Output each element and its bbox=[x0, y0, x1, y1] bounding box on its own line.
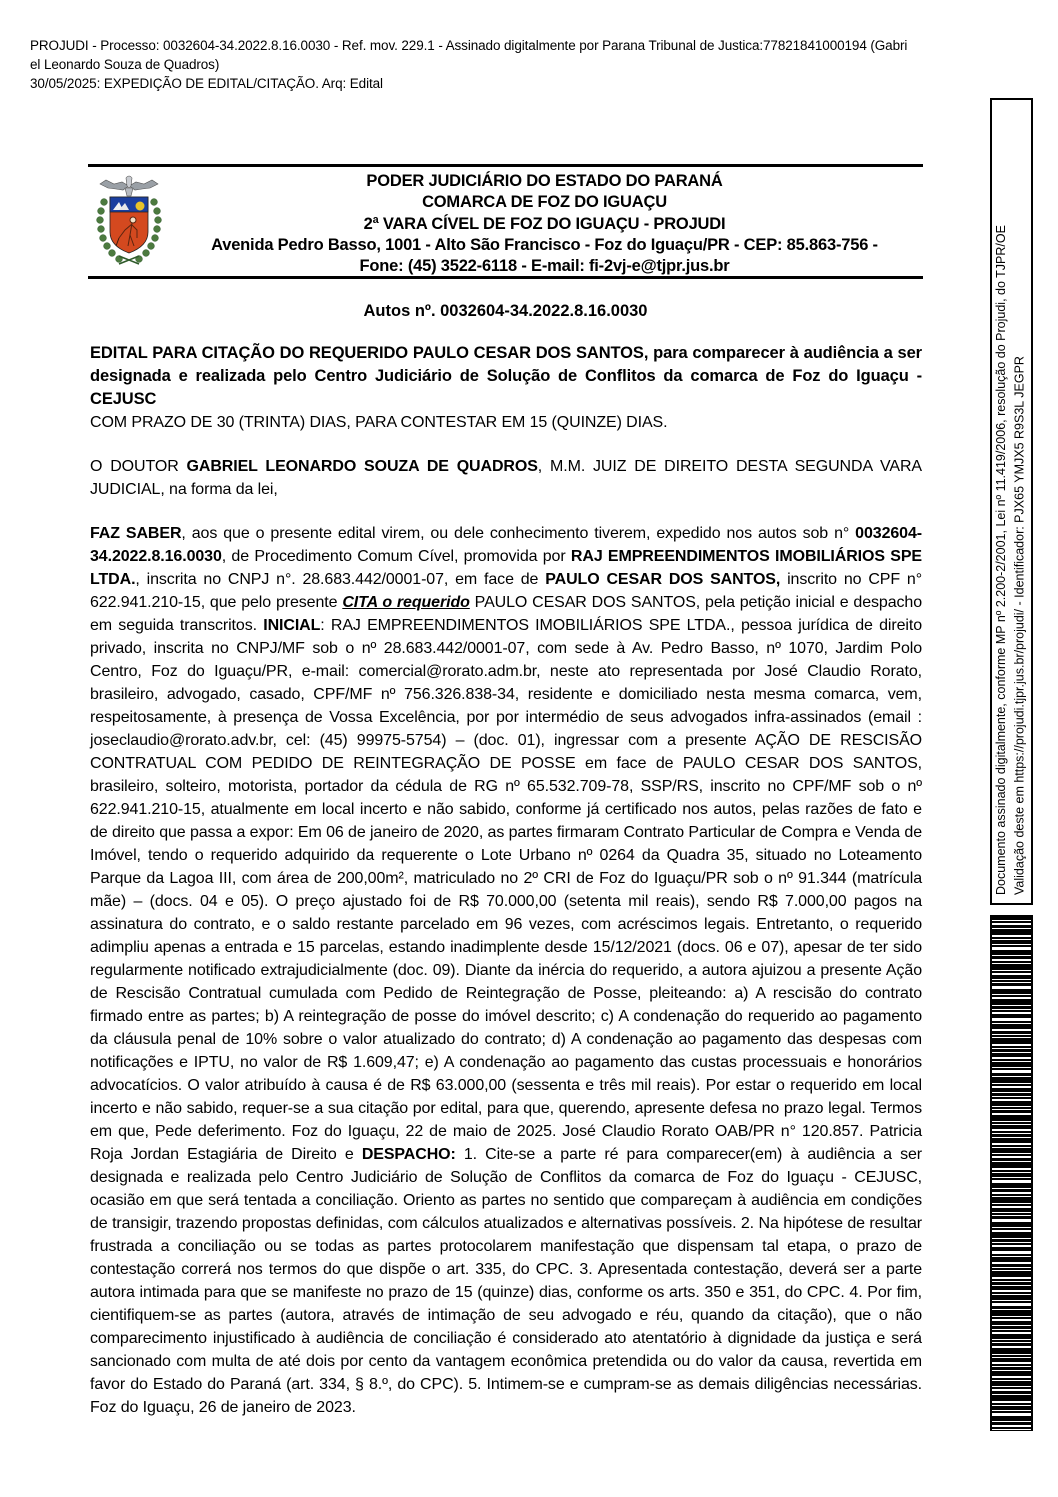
parana-coat-of-arms-icon bbox=[92, 172, 166, 269]
process-metadata bbox=[30, 36, 1035, 93]
digital-signature-stamp-text bbox=[992, 100, 1031, 903]
process-metadata-line: 30/05/2025: EXPEDIÇÃO DE EDITAL/CITAÇÃO. Arq: Edital bbox=[30, 76, 383, 91]
edital-title-block bbox=[90, 342, 922, 434]
signature-stamp-line: Documento assinado digitalmente, conforme MP nº 2.200-2/2001, Lei nº 11.419/2006, resolução do Projudi, do TJPR/OE bbox=[994, 225, 1008, 895]
barcode bbox=[990, 915, 1033, 1431]
process-metadata-line: el Leonardo Souza de Quadros) bbox=[30, 57, 220, 72]
letterhead bbox=[166, 171, 923, 277]
letterhead-divider-top bbox=[88, 164, 923, 167]
case-number: Autos nº. 0032604-34.2022.8.16.0030 bbox=[363, 302, 648, 320]
signature-stamp-line: Validação deste em https://projudi.tjpr.jus.br/projudi/ - Identificador: PJX65 YMJX5 R9S3L JEGPR bbox=[1012, 356, 1027, 895]
letterhead-court-line: Avenida Pedro Basso, 1001 - Alto São Francisco - Foz do Iguaçu/PR - CEP: 85.863-756 - bbox=[211, 235, 878, 254]
edital-title: EDITAL PARA CITAÇÃO DO REQUERIDO PAULO CESAR DOS SANTOS, para comparecer à audiência a ser designada e realizada pelo Centro Judiciário de Solução de Conflitos da comarca de Foz do Iguaçu - CEJUSC bbox=[90, 344, 922, 408]
letterhead-court-line: COMARCA DE FOZ DO IGUAÇU bbox=[422, 193, 667, 212]
letterhead-court-line: 2ª VARA CÍVEL DE FOZ DO IGUAÇU - PROJUDI bbox=[363, 214, 726, 233]
letterhead-court-line: PODER JUDICIÁRIO DO ESTADO DO PARANÁ bbox=[366, 172, 723, 190]
judge-paragraph: O DOUTOR GABRIEL LEONARDO SOUZA DE QUADROS, M.M. JUIZ DE DIREITO DESTA SEGUNDA VARA JUDICIAL, na forma da lei, bbox=[90, 458, 922, 498]
process-metadata-line: PROJUDI - Processo: 0032604-34.2022.8.16.0030 - Ref. mov. 229.1 - Assinado digitalmente por Parana Tribunal de Justica:77821841000194 (Gabri bbox=[30, 38, 908, 53]
edict-body-paragraph: FAZ SABER, aos que o presente edital virem, ou dele conhecimento tiverem, expedido nos autos sob n° 0032604-34.2022.8.16.0030, de Procedimento Comum Cível, promovida por RAJ EMPREENDIMENTOS IMOBILIÁRIOS SPE LTDA., inscrita no CNPJ n°. 28.683.442/0001-07, em face de PAULO CESAR DOS SANTOS, inscrito no CPF n° 622.941.210-15, que pelo presente CITA o requerido PAULO CESAR DOS SANTOS, pela petição inicial e despacho em seguida transcritos. INICIAL: RAJ EMPREENDIMENTOS IMOBILIÁRIOS SPE LTDA., pessoa jurídica de direito privado, inscrita no CNPJ/MF sob o nº 28.683.442/0001-07, com sede à Av. Pedro Basso, nº 1070, Jardim Polo Centro, Foz do Iguaçu/PR, e-mail: comercial@rorato.adm.br, neste ato representada por José Claudio Rorato, brasileiro, advogado, casado, CPF/MF nº 756.326.838-34, residente e domiciliado nesta mesma comarca, vem, respeitosamente, à presença de Vossa Excelência, por por intermédio de seus advogados infra-assinados (email : joseclaudio@rorato.adv.br, cel: (45) 99975-5754) – (doc. 01), ingressar com a presente AÇÃO DE RESCISÃO CONTRATUAL COM PEDIDO DE REINTEGRAÇÃO DE POSSE em face de PAULO CESAR DOS SANTOS, brasileiro, solteiro, motorista, portador da cédula de RG nº 65.532.709-78, SSP/RS, inscrito no CPF/MF sob o nº 622.941.210-15, atualmente em local incerto e não sabido, conforme já certificado nos autos, pelas razões de fato e de direito que passa a expor: Em 06 de janeiro de 2020, as partes firmaram Contrato Particular de Compra e Venda de Imóvel, tendo o requerido adquirido da requerente o Lote Urbano nº 0264 da Quadra 35, situado no Loteamento Parque da Lagoa III, com área de 200,00m², matriculado no 2º CRI de Foz do Iguaçu/PR sob o nº 91.344 (matrícula mãe) – (docs. 04 e 05). O preço ajustado foi de R$ 70.000,00 (setenta mil reais), sendo R$ 7.000,00 pagos na assinatura do contrato, e o saldo restante parcelado em 96 vezes, com acréscimos legais. Entretanto, o requerido adimpliu apenas a entrada e 15 parcelas, estando inadimplente desde 15/12/2021 (docs. 06 e 07), apesar de ter sido regularmente notificado extrajudicialmente (doc. 09). Diante da inércia do requerido, a autora ajuizou a presente Ação de Rescisão Contratual cumulada com Pedido de Reintegração de Posse, pleiteando: a) A rescisão do contrato firmado entre as partes; b) A reintegração de posse do imóvel descrito; c) A condenação do requerido ao pagamento da cláusula penal de 10% sobre o valor atualizado do contrato; d) A condenação ao pagamento das despesas com notificações e IPTU, no valor de R$ 1.609,47; e) A condenação ao pagamento das custas processuais e honorários advocatícios. O valor atribuído à causa é de R$ 63.000,00 (sessenta e três mil reais). Por estar o requerido em local incerto e não sabido, requer-se a sua citação por edital, para que, querendo, apresente defesa no prazo legal. Termos em que, Pede deferimento. Foz do Iguaçu, 22 de maio de 2025. José Claudio Rorato OAB/PR n° 120.857. Patricia Roja Jordan Estagiária de Direito e DESPACHO: 1. Cite-se a parte ré para comparecer(em) à audiência a ser designada e realizada pelo Centro Judiciário de Solução de Conflitos da comarca de Foz do Iguaçu - CEJUSC, ocasião em que será tentada a conciliação. Oriento as partes no sentido que compareçam à audiência em condições de transigir, trazendo propostas definidas, com cálculos atualizados e alternativas possíveis. 2. Na hipótese de resultar frustrada a conciliação ou se todas as partes protocolarem manifestação que dispensam tal etapa, o prazo de contestação correrá nos termos do que dispõe o art. 335, do CPC. 3. Apresentada contestação, deverá ser a parte autora intimada para que se manifeste no prazo de 15 (quinze) dias, conforme os arts. 350 e 351, do CPC. 4. Por fim, cientifiquem-se as partes (autora, através de intimação de seu advogado e réu, quando da citação), que o não comparecimento injustificado à audiência de conciliação é considerado ato atentatório à dignidade da justiça e será sancionado com multa de até dois por cento da vantagem econômica pretendida ou do valor da causa, revertida em favor do Estado do Paraná (art. 334, § 8.º, do CPC). 5. Intimem-se e cumpram-se as demais diligências necessárias. Foz do Iguaçu, 26 de janeiro de 2023. bbox=[90, 525, 923, 1416]
digital-signature-stamp bbox=[990, 98, 1033, 905]
edital-deadline-note: COM PRAZO DE 30 (TRINTA) DIAS, PARA CONTESTAR EM 15 (QUINZE) DIAS. bbox=[90, 414, 668, 431]
letterhead-court-line: Fone: (45) 3522-6118 - E-mail: fi-2vj-e@tjpr.jus.br bbox=[359, 257, 730, 276]
